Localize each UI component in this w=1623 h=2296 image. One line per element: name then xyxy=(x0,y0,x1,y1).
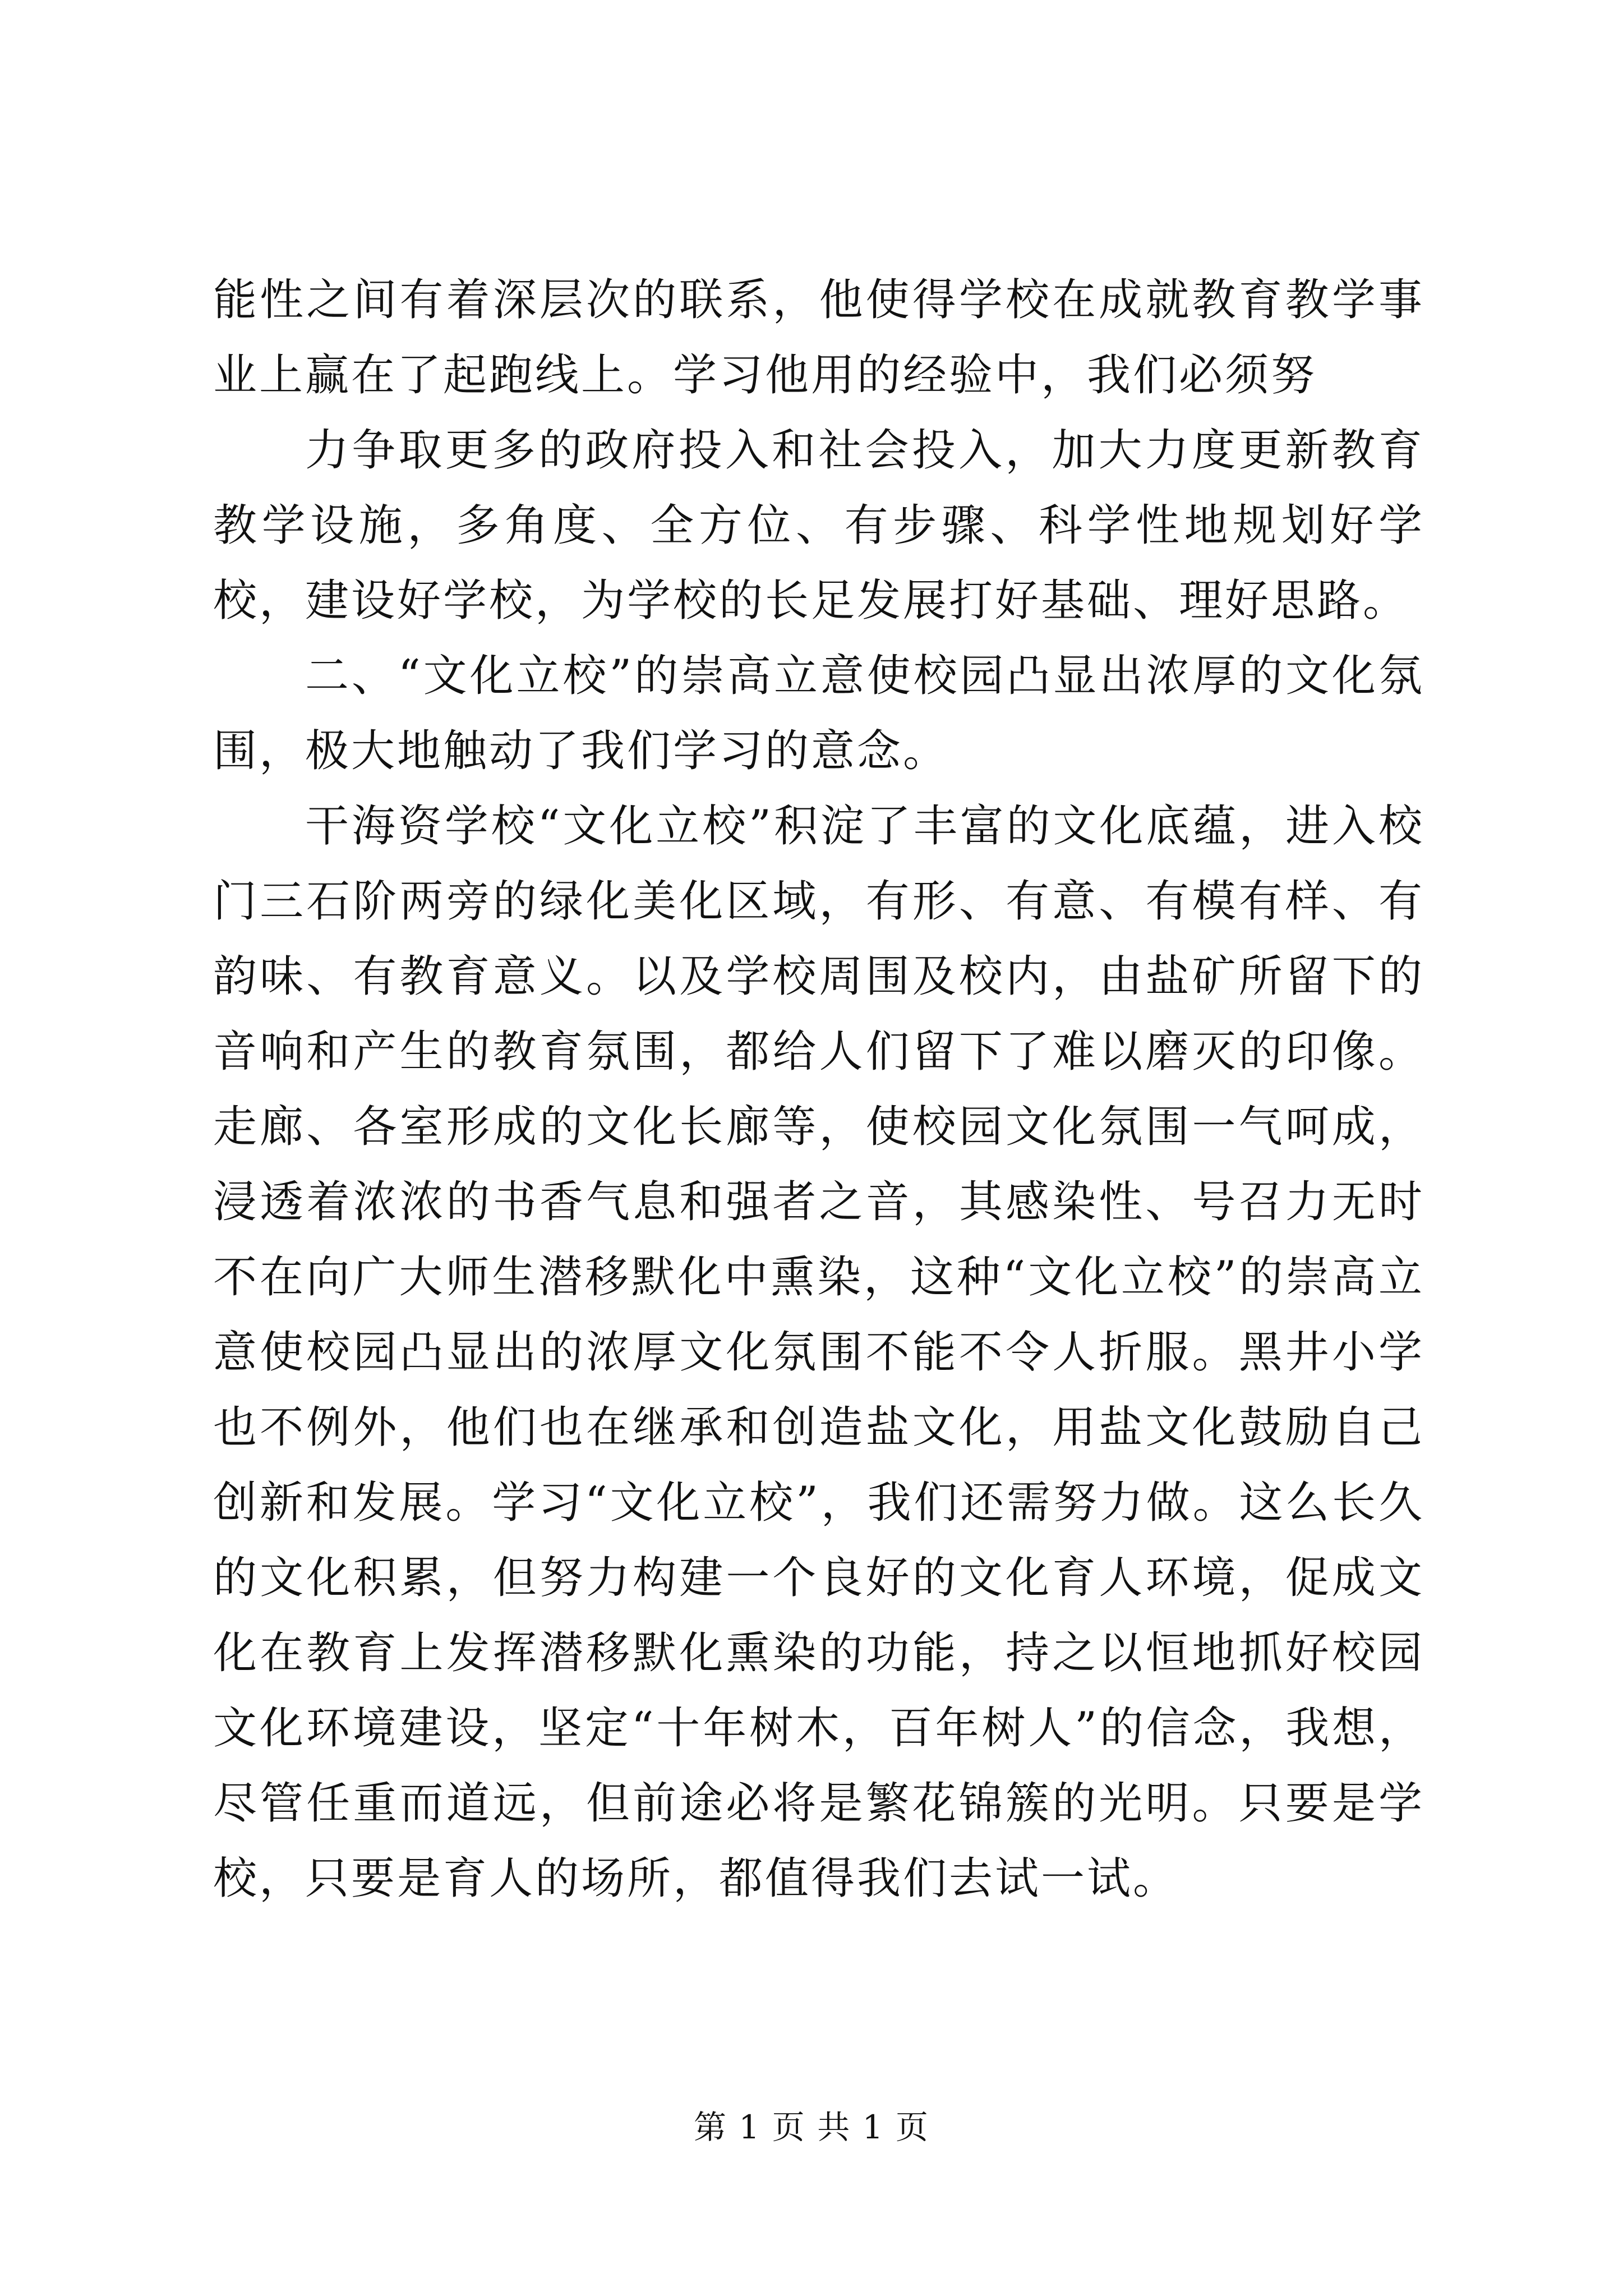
page-footer: 第 1 页 共 1 页 xyxy=(694,2108,929,2146)
paragraph-funding: 力争取更多的政府投入和社会投入，加大力度更新教育教学设施，多角度、全方位、有步骤、科学性地规划好学校，建设好学校，为学校的长足发展打好基础、理好思路。 xyxy=(213,425,1424,626)
paragraph-continued: 能性之间有着深层次的联系，他使得学校在成就教育教学事业上赢在了起跑线上。学习他用的经验中，我们必须努 xyxy=(213,275,1424,401)
document-body xyxy=(213,263,1424,1916)
paragraph-culture: 干海资学校“文化立校”积淀了丰富的文化底蕴，进入校门三石阶两旁的绿化美化区域，有形、有意、有模有样、有韵味、有教育意义。以及学校周围及校内，由盐矿所留下的音响和产生的教育氛围，都给人们留下了难以磨灭的印像。走廊、各室形成的文化长廊等，使校园文化氛围一气呵成，浸透着浓浓的书香气息和强者之音，其感染性、号召力无时不在向广大师生潜移默化中熏染，这种“文化立校”的崇高立意使校园凸显出的浓厚文化氛围不能不令人折服。黑井小学也不例外，他们也在继承和创造盐文化，用盐文化鼓励自己创新和发展。学习“文化立校”，我们还需努力做。这么长久的文化积累，但努力构建一个良好的文化育人环境，促成文化在教育上发挥潜移默化熏染的功能，持之以恒地抓好校园文化环境建设，坚定“十年树木，百年树人”的信念，我想，尽管任重而道远，但前途必将是繁花锦簇的光明。只要是学校，只要是育人的场所，都值得我们去试一试。 xyxy=(213,801,1424,1904)
paragraph-section-heading: 二、“文化立校”的崇高立意使校园凸显出浓厚的文化氛围，极大地触动了我们学习的意念。 xyxy=(213,651,1424,776)
